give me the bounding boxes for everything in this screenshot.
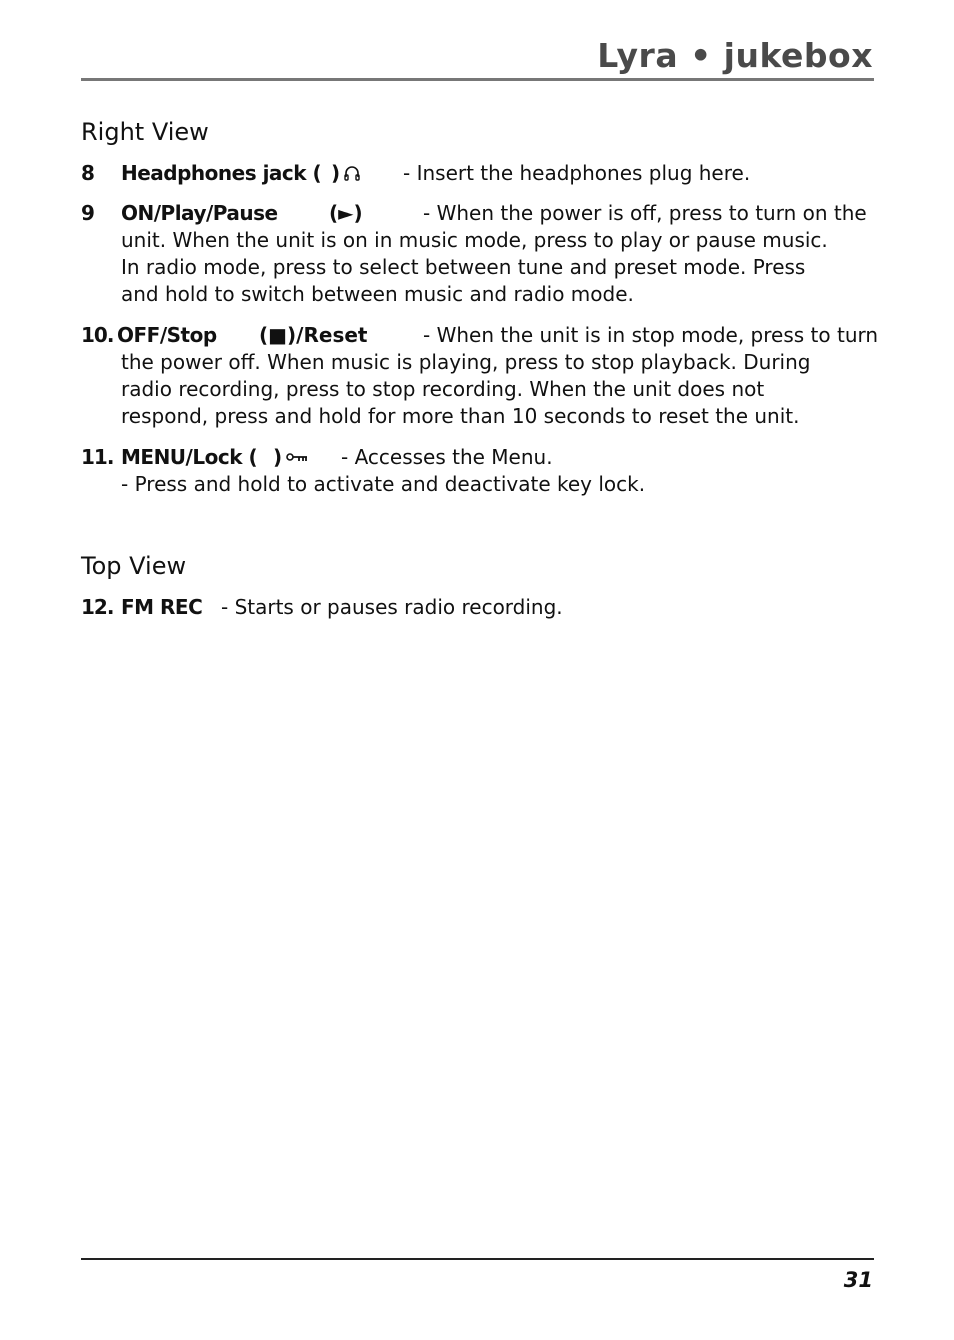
item-number: 10. [81,323,114,347]
play-pause-icon: (►) [329,201,363,225]
description-line: - Press and hold to activate and deactivate key lock. [121,472,646,496]
item-description: - Starts or pauses radio recording. [221,595,563,619]
item-term: FM REC [121,595,203,619]
item-number: 12. [81,595,114,619]
list-item-fm-rec [81,594,881,621]
item-term: Headphones jack ( [121,161,322,185]
item-term-close: ) [331,161,340,185]
item-number: 11. [81,445,114,469]
key-icon [286,451,308,463]
item-description: - Insert the headphones plug here. [403,161,751,185]
item-description-continued [121,227,828,308]
list-item-on-play-pause [81,200,881,310]
item-description-continued [121,471,645,498]
stop-icon: (■)/Reset [259,323,368,347]
item-term: OFF/Stop [117,323,217,347]
description-line: respond, press and hold for more than 10 seconds to reset the unit. [121,404,800,428]
section-heading-right-view: Right View [81,118,209,146]
list-item-off-stop-reset [81,322,881,432]
description-line: and hold to switch between music and radio mode. [121,282,634,306]
item-number: 9 [81,201,94,225]
list-item-menu-lock [81,444,881,500]
item-description-first-line: - When the unit is in stop mode, press to turn [423,323,879,347]
item-description-first-line: - Accesses the Menu. [341,445,553,469]
header-rule [81,78,874,81]
item-number: 8 [81,161,94,185]
item-term-close: ) [273,445,282,469]
item-description-first-line: - When the power is off, press to turn on the [423,201,867,225]
headphones-icon [343,164,361,182]
document-title: Lyra • jukebox [597,36,873,75]
item-term: ON/Play/Pause [121,201,278,225]
description-line: radio recording, press to stop recording. When the unit does not [121,377,765,401]
description-line: In radio mode, press to select between tune and preset mode. Press [121,255,806,279]
footer-rule [81,1258,874,1260]
description-line: the power off. When music is playing, press to stop playback. During [121,350,811,374]
item-term: MENU/Lock ( [121,445,258,469]
description-line: unit. When the unit is on in music mode, press to play or pause music. [121,228,828,252]
list-item-headphones-jack [81,160,881,187]
item-description-continued [121,349,810,430]
page-number: 31 [843,1268,873,1292]
section-heading-top-view: Top View [81,552,187,580]
